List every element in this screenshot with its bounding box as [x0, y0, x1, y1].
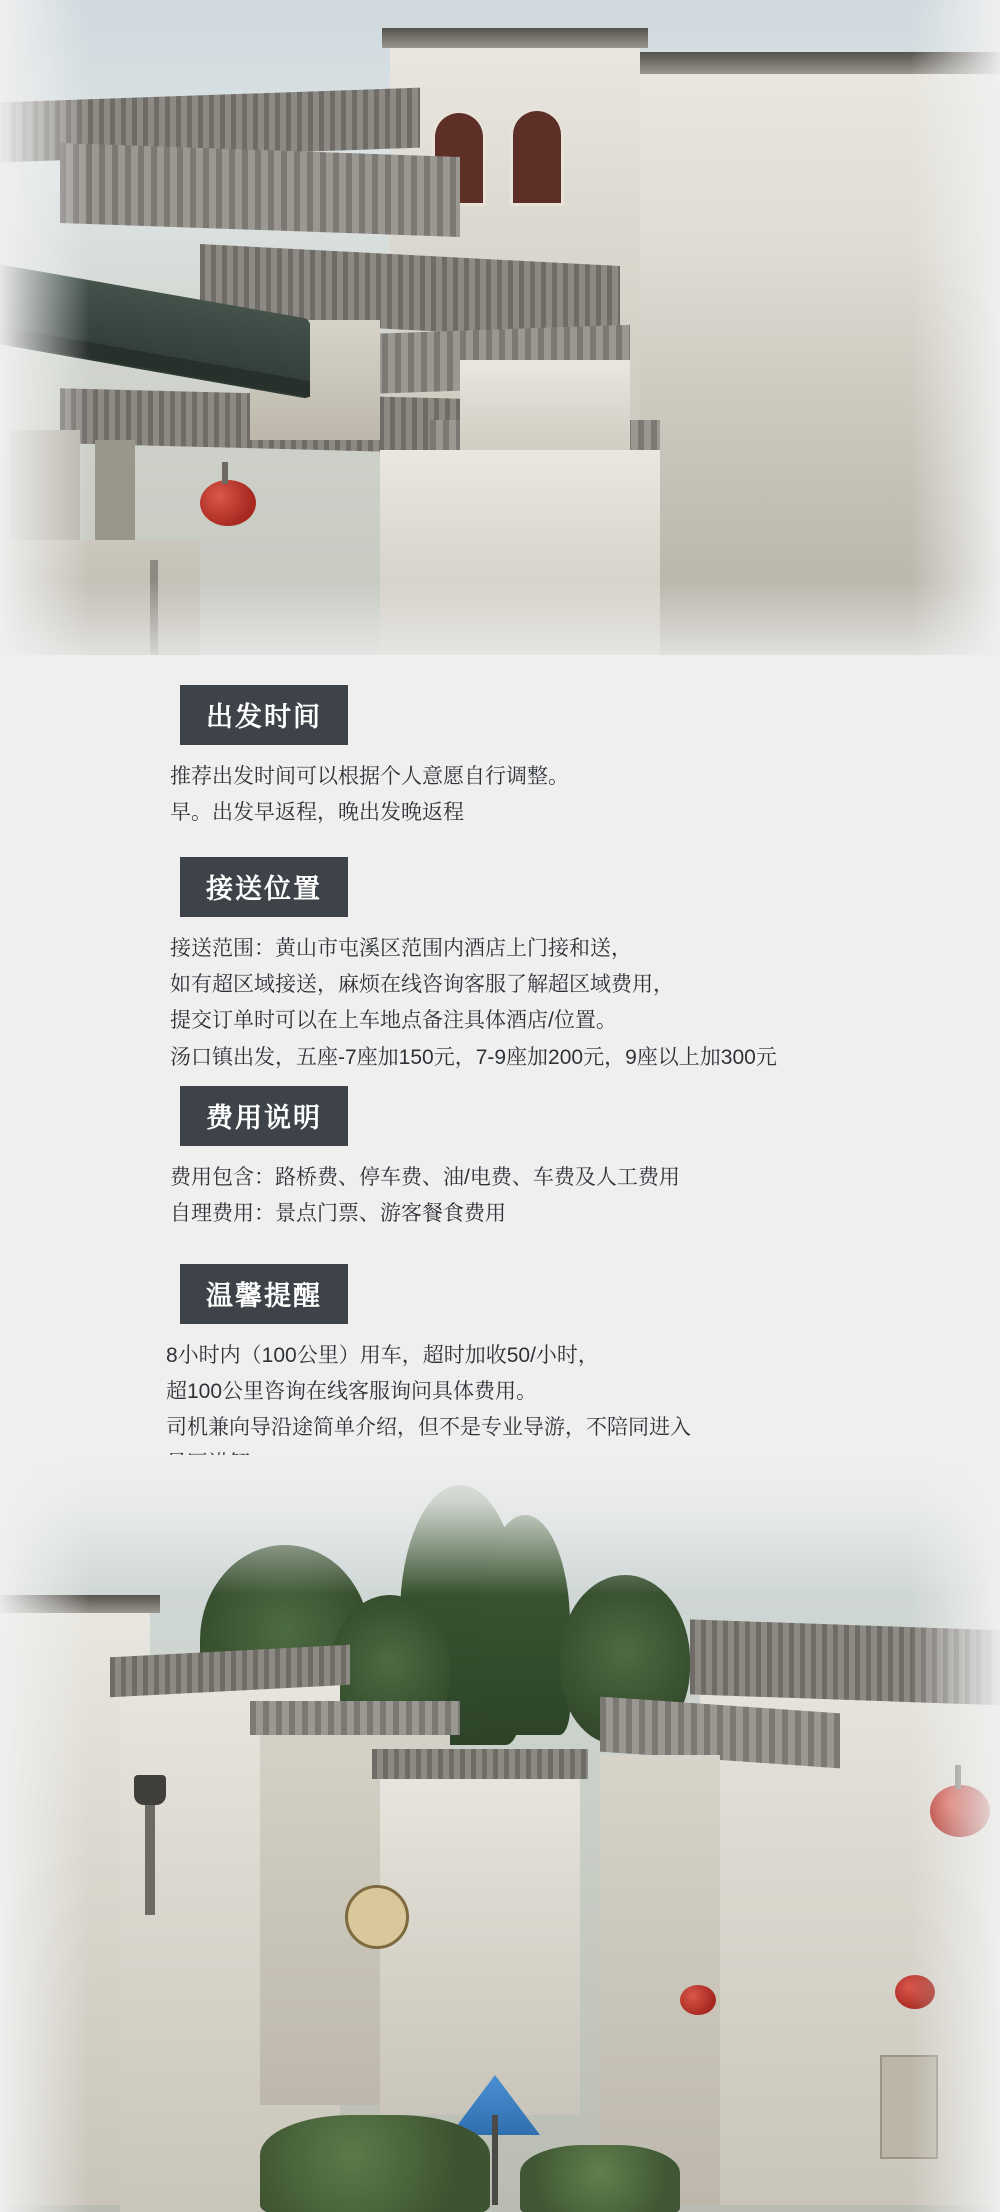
- departure-line-2: 早。出发早返程，晚出发晚返程: [170, 801, 464, 825]
- heading-pickup-location: 接送位置: [180, 857, 348, 917]
- top-photo-right-fade: [910, 0, 1000, 700]
- heading-departure-time: 出发时间: [180, 685, 348, 745]
- center-house-roof: [372, 1749, 588, 1779]
- shop-sign-round: [345, 1885, 409, 1949]
- tiled-roof-mid-left: [60, 143, 460, 237]
- content-panel: [0, 655, 1000, 1485]
- street-lamp-pole: [145, 1795, 155, 1915]
- fee-line-1: 费用包含：路桥费、停车费、油/电费、车费及人工费用: [170, 1165, 680, 1189]
- umbrella-pole: [492, 2115, 498, 2205]
- mid-house-roof: [250, 1701, 460, 1735]
- ground-shrub: [260, 2115, 490, 2212]
- pickup-line-4: 汤口镇出发，五座-7座加150元，7-9座加200元，9座以上加300元: [170, 1045, 777, 1069]
- fee-line-2: 自理费用：景点门票、游客餐食费用: [170, 1201, 506, 1225]
- bottom-photo-top-fade: [0, 1455, 1000, 1595]
- section-fee-description: [40, 1086, 960, 1232]
- bottom-photo-left-fade: [0, 1455, 90, 2212]
- departure-line-1: 推荐出发时间可以根据个人意愿自行调整。: [170, 765, 569, 788]
- reminder-line-1: 8小时内（100公里）用车，超时加收50/小时，: [166, 1343, 599, 1367]
- pickup-line-1: 接送范围：黄山市屯溪区范围内酒店上门接和送，: [170, 937, 632, 961]
- ground-shrub-right: [520, 2145, 680, 2212]
- section-departure-time: [40, 685, 960, 831]
- text-pickup-location: [170, 931, 960, 1075]
- top-photo-left-fade: [0, 0, 90, 700]
- center-house-wall: [380, 1755, 580, 2115]
- right-pillar-wall: [600, 1755, 720, 2205]
- reminder-line-2: 超100公里咨询在线客服询问具体费用。: [166, 1379, 538, 1403]
- pickup-line-2: 如有超区域接送，麻烦在线咨询客服了解超区域费用，: [170, 973, 674, 997]
- section-pickup-location: [40, 857, 960, 1075]
- arched-window-right: [510, 108, 564, 206]
- bottom-photo-right-fade: [910, 1455, 1000, 2212]
- reminder-line-3: 司机兼向导沿途简单介绍，但不是专业导游，不陪同进入: [166, 1416, 691, 1440]
- text-fee-description: [170, 1160, 960, 1232]
- section-warm-reminder: [40, 1264, 960, 1482]
- lantern-string-top: [222, 462, 228, 484]
- street-lamp-head: [134, 1775, 166, 1805]
- red-lantern-mid: [680, 1985, 716, 2015]
- facade-center-roof: [382, 28, 648, 48]
- bottom-photo: [0, 1455, 1000, 2212]
- pickup-line-3: 提交订单时可以在上车地点备注具体酒店/位置。: [170, 1009, 617, 1033]
- text-departure-time: [170, 759, 960, 831]
- top-photo: [0, 0, 1000, 700]
- red-lantern-top: [200, 480, 256, 526]
- heading-fee-description: 费用说明: [180, 1086, 348, 1146]
- heading-warm-reminder: 温馨提醒: [180, 1264, 348, 1324]
